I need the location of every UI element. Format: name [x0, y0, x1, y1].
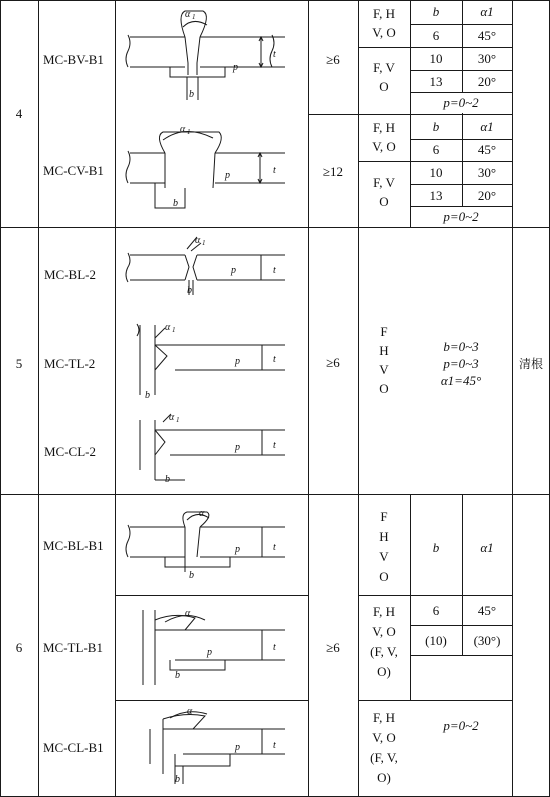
welding-positions: F H V O: [379, 324, 389, 396]
svg-text:α: α: [199, 508, 205, 519]
svg-text:t: t: [273, 49, 276, 60]
welding-positions: F, H V, O: [372, 120, 396, 154]
svg-text:1: 1: [172, 326, 176, 334]
cell-alpha: 30°: [477, 165, 497, 180]
grid-line: [410, 655, 512, 656]
back-gouging-note: 清根: [518, 357, 543, 371]
grid-line: [410, 24, 512, 25]
joint-code: MC-CL-2: [44, 444, 96, 459]
joint-code: MC-CV-B1: [43, 163, 104, 178]
root-face: p=0~2: [443, 95, 479, 110]
svg-text:b: b: [187, 285, 192, 296]
thickness: ≥6: [326, 640, 340, 655]
svg-text:b: b: [189, 89, 194, 100]
col-alpha: α1: [480, 540, 494, 555]
grid-line: [358, 161, 512, 162]
joint-code: MC-BV-B1: [43, 52, 104, 67]
joint-code: MC-BL-2: [44, 267, 96, 282]
cell-b: 10: [429, 165, 443, 180]
svg-text:1: 1: [187, 128, 191, 136]
svg-text:1: 1: [202, 239, 206, 247]
svg-text:p: p: [235, 442, 240, 453]
grid-line: [410, 184, 512, 185]
grid-line: [38, 0, 39, 797]
svg-text:p: p: [231, 265, 236, 276]
welding-positions: F, H V, O: [372, 6, 396, 40]
cell-b: 6: [432, 142, 440, 157]
grid-line: [462, 494, 463, 655]
svg-text:b: b: [145, 390, 150, 401]
cell-alpha: (30°): [473, 633, 501, 648]
svg-text:p: p: [235, 544, 240, 555]
svg-text:b: b: [165, 474, 170, 485]
col-b: b: [432, 540, 440, 555]
cell-alpha: 45°: [477, 603, 497, 618]
grid-line: [0, 227, 550, 228]
joint-drawing-tl-2: [125, 320, 300, 400]
thickness: ≥6: [326, 355, 340, 370]
group-number: 6: [15, 640, 23, 655]
svg-text:t: t: [273, 740, 276, 751]
cell-alpha: 30°: [477, 51, 497, 66]
grid-line: [410, 494, 411, 700]
grid-line: [410, 625, 512, 626]
joint-code: MC-BL-B1: [43, 538, 104, 553]
joint-drawing-tl-b1: [125, 600, 300, 695]
svg-text:p: p: [225, 170, 230, 181]
svg-text:b: b: [189, 570, 194, 581]
svg-text:1: 1: [192, 13, 196, 21]
cell-alpha: 20°: [477, 188, 497, 203]
svg-text:b: b: [173, 198, 178, 209]
cell-b: 6: [432, 28, 440, 43]
svg-text:p: p: [235, 742, 240, 753]
grid-line: [115, 700, 308, 701]
grid-line: [115, 0, 116, 797]
col-alpha: α1: [480, 4, 494, 19]
root-face: p=0~2: [443, 718, 479, 733]
grid-line: [358, 47, 512, 48]
svg-text:p: p: [235, 356, 240, 367]
svg-text:t: t: [273, 265, 276, 276]
col-b: b: [432, 4, 440, 19]
cell-b: 13: [429, 188, 443, 203]
cell-b: 6: [432, 603, 440, 618]
grid-line: [358, 595, 512, 596]
svg-text:t: t: [273, 165, 276, 176]
cell-b: 10: [429, 51, 443, 66]
grid-line: [512, 0, 513, 797]
joint-code: MC-CL-B1: [43, 740, 104, 755]
thickness: ≥6: [326, 52, 340, 67]
svg-text:b: b: [175, 774, 180, 785]
svg-text:α: α: [185, 608, 191, 619]
joint-code: MC-TL-B1: [43, 640, 103, 655]
grid-line: [410, 139, 512, 140]
svg-text:α: α: [185, 9, 191, 20]
welding-positions: F, V O: [373, 60, 395, 94]
joint-code: MC-TL-2: [44, 356, 96, 371]
svg-text:1: 1: [176, 416, 180, 424]
joint-drawing-cv-b1: [125, 118, 300, 218]
grid-line: [358, 700, 512, 701]
svg-text:α: α: [195, 235, 201, 246]
svg-text:t: t: [273, 354, 276, 365]
svg-text:t: t: [273, 440, 276, 451]
joint-drawing-bl-2: [125, 235, 300, 300]
svg-text:t: t: [273, 542, 276, 553]
group-number: 5: [15, 356, 23, 371]
joint-drawing-cl-2: [125, 410, 300, 488]
groove-params: b=0~3 p=0~3 α1=45°: [440, 339, 482, 388]
group-number: 4: [15, 106, 23, 121]
col-b: b: [432, 119, 440, 134]
grid-line: [0, 494, 550, 495]
welding-positions: F, H V, O (F, V, O): [370, 710, 398, 785]
cell-alpha: 20°: [477, 74, 497, 89]
svg-text:α: α: [187, 706, 193, 717]
welding-positions: F H V O: [379, 509, 389, 584]
svg-text:α: α: [165, 322, 171, 333]
cell-b: (10): [425, 633, 447, 648]
grid-line: [115, 595, 308, 596]
welding-positions: F, H V, O (F, V, O): [370, 604, 398, 679]
cell-alpha: 45°: [477, 28, 497, 43]
joint-drawing-bv-b1: [125, 5, 300, 105]
cell-b: 13: [429, 74, 443, 89]
svg-text:t: t: [273, 642, 276, 653]
joint-drawing-bl-b1: [125, 502, 300, 587]
joint-drawing-cl-b1: [125, 704, 300, 792]
thickness: ≥12: [322, 164, 344, 179]
svg-text:p: p: [233, 62, 238, 73]
grid-line: [410, 70, 512, 71]
grid-line: [308, 0, 309, 797]
cell-alpha: 45°: [477, 142, 497, 157]
svg-text:α: α: [180, 124, 186, 135]
root-face: p=0~2: [443, 209, 479, 224]
svg-text:b: b: [175, 670, 180, 681]
welding-positions: F, V O: [373, 175, 395, 209]
svg-text:p: p: [207, 647, 212, 658]
grid-line: [0, 0, 550, 1]
svg-text:α: α: [169, 412, 175, 423]
col-alpha: α1: [480, 119, 494, 134]
